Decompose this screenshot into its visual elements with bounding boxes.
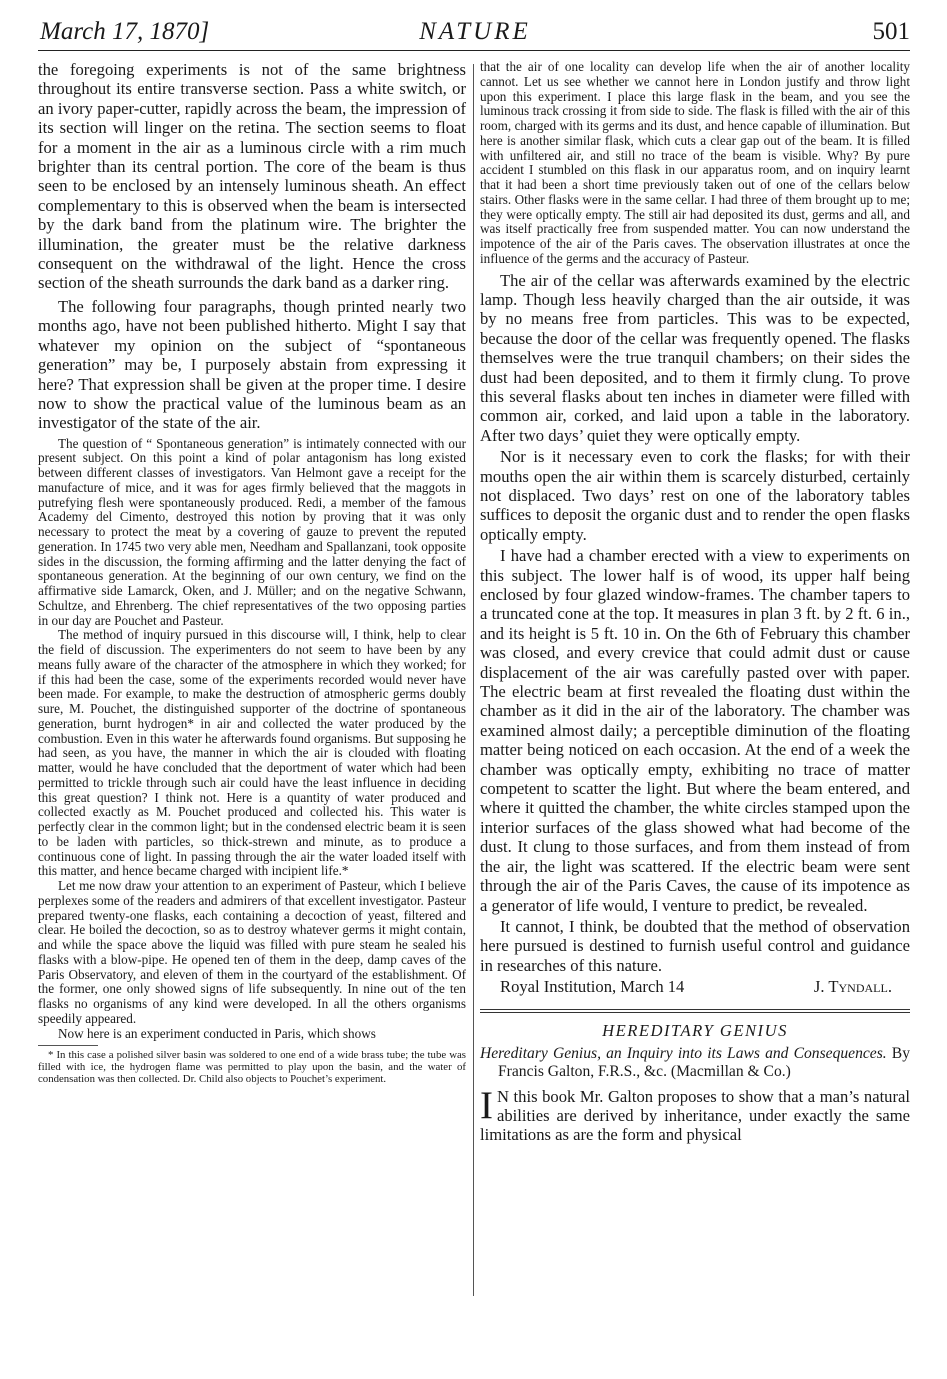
quoted-paragraph: Let me now draw your attention to an experiment of Pasteur, which I believe perplexes some of the readers and admirers of that excellent investigator. Pasteur prepared twenty-one flasks, each containing a decoction of yeast, filtered and clear. He boiled the decoction, so as to destroy whatever germs it might contain, and while the space above the liquid was filled with pure steam he sealed his flasks with a blow-pipe. He opened ten of them in the deep, damp caves of the Paris Observatory, and eleven of them in the courtyard of the establishment. Of the former, one only showed signs of life subsequently. In nine out of the ten flasks no organisms of any kind were developed. In all the others organisms speedily appeared.	[38, 878, 466, 1026]
review-text: N this book Mr. Galton proposes to show that a man’s natural abilities are derived by inheritance, under exactly the same limitations as are the form and physical	[480, 1086, 910, 1145]
quoted-paragraph: Now here is an experiment conducted in Paris, which shows	[58, 1025, 376, 1041]
paragraph: I have had a chamber erected with a view to experiments on this subject. The lower half is of wood, its upper half being enclosed by four glazed window-frames. The chamber tapers to a truncated cone at the top. It measures in plan 3 ft. by 2 ft. 6 in., and its height is 5 ft. 10 in. On the 6th of February this chamber was closed, and every crevice that could admit dust or cause displacement of the air was carefully pasted over with paper. The electric beam at first revealed the floating dust within the chamber as it did in the air of the laboratory. The chamber was examined almost daily; a perceptible diminution of the floating matter being noticed on each occasion. At the end of a week the chamber was optically empty, exhibiting no trace of matter competent to scatter the light. But where the beam entered, and where it quitted the chamber, the white circles stamped upon the interior surfaces of the glass showed what had become of the dust. It clung to those surfaces, and from them instead of from the air, the light was scattered. If the electric beam were sent through the air of the Paris Caves, the cause of its impotence as a generator of life would, I venture to predict, be revealed.	[480, 546, 910, 915]
page-number: 501	[872, 18, 910, 45]
signoff-place: Royal Institution, March 14	[500, 977, 685, 997]
footnote: * In this case a polished silver basin was soldered to one end of a wide brass tube; the tube was filled with ice, the hydrogen flame was permitted to play upon the basin, and the water of condensation was then collected. Dr. Child also objects to Pouchet’s experiment.	[38, 1049, 466, 1086]
right-column	[480, 60, 910, 1145]
journal-title: NATURE	[419, 18, 531, 45]
review-paragraph	[480, 1083, 910, 1145]
left-column	[38, 60, 466, 1085]
running-header	[40, 14, 910, 50]
signoff	[480, 977, 910, 996]
paragraph: It cannot, I think, be doubted that the method of observation here pursued is destined to furnish useful control and guidance in researches of this nature.	[480, 916, 910, 975]
header-rule	[38, 50, 910, 51]
paragraph: Nor is it necessary even to cork the flasks; for with their mouths open the air within them is scarcely disturbed, certainly not displaced. Two days’ rest on one of the laboratory tables suffices to deposit the organic dust and to render the open flasks optically empty.	[480, 447, 910, 544]
review-book-info: By Francis Galton, F.R.S., &c. (Macmillan & Co.)	[498, 1044, 910, 1080]
quoted-paragraph: that the air of one locality can develop life when the air of another locality cannot. Let us see whether we cannot here in London justify and throw light upon this experiment. I place this large flask in the beam, and you see the luminous track crossing it from side to side. The flask is filled with the air of this room, charged with its germs and its dust, and hence capable of illumination. But here is another similar flask, which cuts a clear gap out of the beam. It is filled with unfiltered air, and still no trace of the beam is visible. Why? By pure accident I stumbled on this flask in our apparatus room, and on inquiry learnt that it had been a short time previously taken out of one of the cellars below stairs. Other flasks were in the same cellar. I had three of them brought up to me; they were optically empty. The still air had deposited its dust, germs and all, and was itself practically free from suspended matter. You can now understand the impotence of the air of the Paris caves. The observation illustrates at once the influence of the germs and the accuracy of Pasteur.	[480, 59, 910, 266]
quoted-paragraph: The method of inquiry pursued in this discourse will, I think, help to clear the field of discussion. The experimenters do not seem to have been by any means fully aware of the character of the atmosphere in which they worked; for if this had been the case, some of the experiments recorded would never have been made. For example, to make the destruction of atmospheric germs doubly sure, M. Pouchet, the distinguished supporter of the doctrine of spontaneous generation, burnt hydrogen* in air and collected the water produced by the combustion. Even in this water he afterwards found organisms. But supposing he had seen, as you have, the manner in which the air is clouded with floating matter, would he have concluded that the deportment of water which had been permitted to trickle through such air could have the least influence in deciding this great question? I think not. Here is a quantity of water produced and collected exactly as M. Pouchet produced and collected his. This water is perfectly clear in the common light; but in the condensed electric beam it is seen to be laden with particles, so thick-strewn and minute, as to produce a continuous cone of light. In passing through the air the water loaded itself with this matter, and hence became charged with incipient life.*	[38, 627, 466, 879]
paragraph: the foregoing experiments is not of the same brightness throughout its entire transverse section. Pass a white switch, or an ivory paper-cutter, rapidly across the beam, the impression of its section will linger on the retina. The section seems to float for a moment in the air as a luminous circle with a rim much brighter than its central portion. The core of the beam is thus seen to be enclosed by an intensely luminous sheath. An effect complementary to this is observed when the beam is intersected by the dark band from the platinum wire. The brighter the illumination, the greater must be the relative darkness consequent on the withdrawal of the light. Hence the cross section of the sheath surrounds the dark band as a darker ring.	[38, 60, 466, 293]
review-citation	[480, 1045, 910, 1081]
section-rule	[480, 1009, 910, 1013]
column-divider	[473, 64, 474, 1296]
footnote-rule	[38, 1045, 98, 1046]
signoff-author: J. Tyndall.	[813, 977, 892, 997]
issue-date: March 17, 1870]	[40, 18, 210, 45]
review-book-title: Hereditary Genius, an Inquiry into its Laws and Consequences.	[480, 1044, 887, 1062]
paragraph: The air of the cellar was afterwards examined by the electric lamp. Though less heavily charged than the air outside, it was by no means free from particles. This was to be expected, because the door of the cellar was frequently opened. The flasks themselves were the true tranquil chambers; on their sides the dust had been deposited, and to them it firmly clung. To prove this several flasks about ten inches in diameter were filled with common air, corked, and laid upon a table in the laboratory. After two days’ quiet they were optically empty.	[480, 270, 910, 445]
quoted-paragraph: The question of “ Spontaneous generation” is intimately connected with our present subject. On this point a kind of polar antagonism has long existed between different classes of investigators. Van Helmont gave a receipt for the manufacture of mice, and it was for ages firmly believed that the maggots in putrefying flesh were spontaneously produced. Redi, a member of the famous Academy del Cimento, destroyed this notion by proving that it was only necessary to protect the meat by a covering of gauze to prevent the reputed generation. In 1745 two very able men, Needham and Spallanzani, took opposite sides in the discussion, the forming affirming and the latter denying the fact of spontaneous generation. At the beginning of our own century, we find on the affirmative side Lamarck, Oken, and J. Müller; and on the negative Schwann, Schultze, and Ehrenberg. The chief representatives of the two opposing parties in our day are Pouchet and Pasteur.	[38, 435, 466, 628]
drop-cap: I	[480, 1083, 493, 1127]
review-heading: HEREDITARY GENIUS	[602, 1020, 788, 1040]
paragraph: The following four paragraphs, though printed nearly two months ago, have not been published hitherto. Might I say that whatever my opinion on the subject of “spontaneous generation” may be, I purposely abstain from expressing it here? That expression shall be given at the proper time. I desire now to show the practical value of the luminous beam as an investigator of the state of the air.	[38, 296, 466, 433]
